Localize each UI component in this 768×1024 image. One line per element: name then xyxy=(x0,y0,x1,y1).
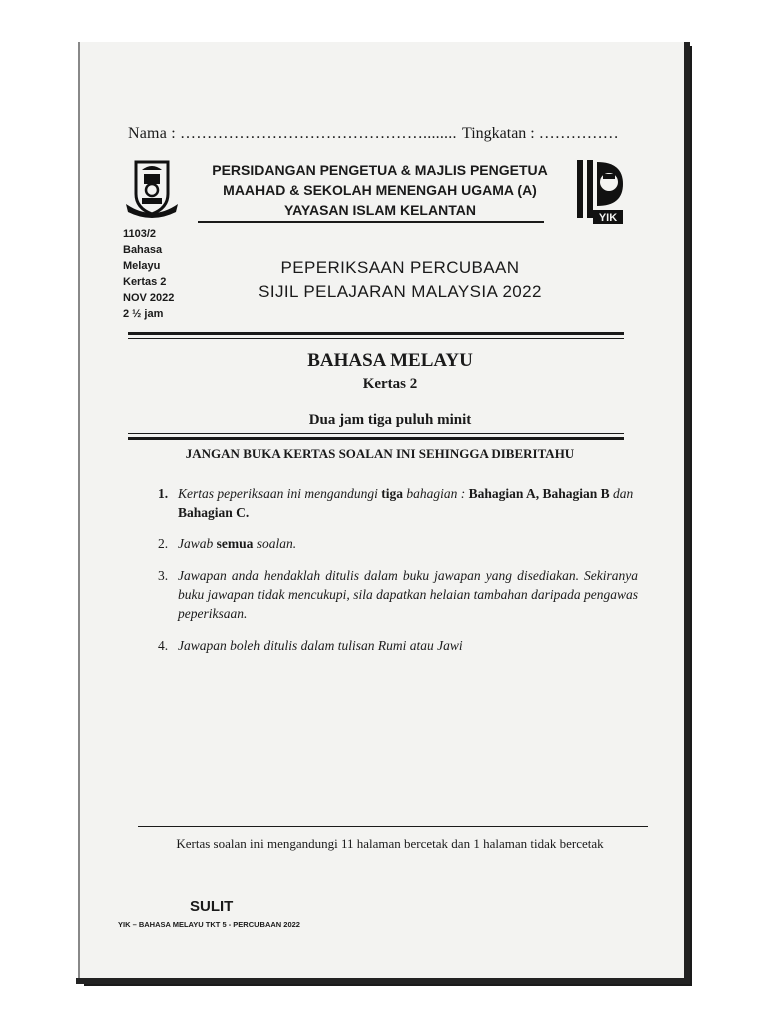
paper-edge-shadow xyxy=(684,42,690,984)
instruction-text: bahagian : xyxy=(402,486,469,501)
instruction-item xyxy=(158,534,638,553)
exam-duration: Dua jam tiga puluh minit xyxy=(308,412,472,428)
section-divider-thick xyxy=(128,332,624,335)
subject-title: BAHASA MELAYU xyxy=(307,350,473,371)
paper-code-line: 1103/2 xyxy=(123,228,157,240)
paper-number: Kertas 2 xyxy=(362,376,418,392)
section-divider-thick-2 xyxy=(128,437,624,440)
paper-code-line: Kertas 2 xyxy=(123,276,167,288)
do-not-open-warning: JANGAN BUKA KERTAS SOALAN INI SEHINGGA DIBERITAHU xyxy=(185,446,575,461)
instruction-emphasis: tiga xyxy=(381,486,403,501)
organization-line-2: MAAHAD & SEKOLAH MENENGAH UGAMA (A) xyxy=(223,182,537,198)
instruction-text: Kertas peperiksaan ini mengandungi xyxy=(178,486,382,501)
organization-line-1: PERSIDANGAN PENGETUA & MAJLIS PENGETUA xyxy=(212,162,548,178)
exam-title-line-2: SIJIL PELAJARAN MALAYSIA 2022 xyxy=(258,282,542,301)
paper-code-line: NOV 2022 xyxy=(123,292,175,304)
footer-reference: YIK – BAHASA MELAYU TKT 5 - PERCUBAAN 2022 xyxy=(118,920,300,929)
confidential-label: SULIT xyxy=(190,898,234,915)
school-crest-logo xyxy=(122,158,182,220)
paper-code-line: 2 ½ jam xyxy=(123,308,164,320)
instruction-number: 2. xyxy=(158,536,169,551)
instruction-number: 3. xyxy=(158,568,169,583)
name-field-label: Nama : ………………………………………........ xyxy=(128,125,457,142)
paper-code-line: Bahasa xyxy=(123,244,163,256)
footer-divider xyxy=(138,826,648,827)
form-field-label: Tingkatan : …………… xyxy=(462,125,619,142)
instruction-emphasis: Bahagian C. xyxy=(178,505,250,520)
instruction-text: Jawapan boleh ditulis dalam tulisan Rumi atau Jawi xyxy=(178,638,463,653)
instruction-emphasis: Bahagian A, Bahagian B xyxy=(468,486,610,501)
section-divider-thin xyxy=(128,338,624,339)
instruction-item xyxy=(158,566,638,623)
yik-logo-text: YIK xyxy=(598,212,618,224)
instruction-text: Jawab xyxy=(178,536,217,551)
exam-title-line-1: PEPERIKSAAN PERCUBAAN xyxy=(280,258,520,277)
organization-line-3: YAYASAN ISLAM KELANTAN xyxy=(284,202,476,218)
instruction-text: dan xyxy=(609,486,634,501)
instruction-item xyxy=(158,636,638,655)
instruction-item xyxy=(158,484,638,522)
instruction-emphasis: semua xyxy=(216,536,254,551)
yik-logo xyxy=(573,158,625,228)
paper-code-line: Melayu xyxy=(123,260,161,272)
section-divider-thin-2 xyxy=(128,433,624,434)
page-count-note: Kertas soalan ini mengandungi 11 halaman bercetak dan 1 halaman tidak bercetak xyxy=(176,836,604,851)
paper-edge-shadow-bottom xyxy=(76,978,690,984)
header-divider xyxy=(198,221,544,223)
paper-code-block xyxy=(123,226,174,322)
instruction-number: 1. xyxy=(158,486,169,501)
instruction-text: soalan. xyxy=(253,536,297,551)
instruction-number: 4. xyxy=(158,638,169,653)
instruction-text: Jawapan anda hendaklah ditulis dalam buku jawapan yang disediakan. Sekiranya buku jawapan tidak mencukupi, sila dapatkan helaian tambahan daripada pengawas peperiksaan. xyxy=(178,568,638,621)
